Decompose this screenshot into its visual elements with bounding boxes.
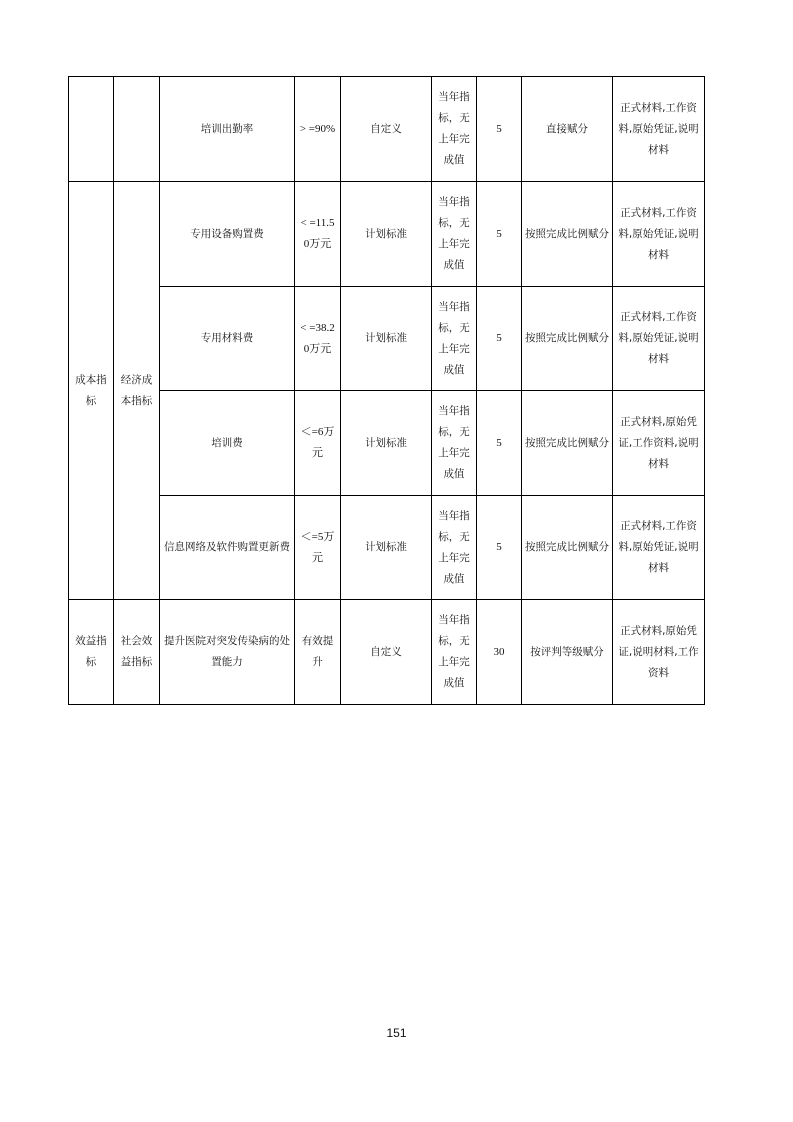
scoring-cell: 按照完成比例赋分 xyxy=(522,182,613,287)
indicator-cell: 培训出勤率 xyxy=(160,77,295,182)
table-row xyxy=(69,77,705,182)
value-cell: ＜=5万元 xyxy=(295,496,341,600)
weight-cell: 5 xyxy=(477,391,522,496)
scoring-cell: 按照完成比例赋分 xyxy=(522,496,613,600)
materials-cell: 正式材料,原始凭证,说明材料,工作资料 xyxy=(613,600,705,705)
performance-indicator-table xyxy=(68,76,705,705)
weight-cell: 5 xyxy=(477,77,522,182)
level1-cell xyxy=(69,77,114,182)
standard-cell: 计划标准 xyxy=(341,182,432,287)
level1-cell: 成本指标 xyxy=(69,182,114,600)
indicator-cell: 提升医院对突发传染病的处置能力 xyxy=(160,600,295,705)
table-row xyxy=(69,391,705,496)
standard-cell: 自定义 xyxy=(341,600,432,705)
weight-cell: 5 xyxy=(477,182,522,287)
value-cell: > =90% xyxy=(295,77,341,182)
value-cell: ＜=6万元 xyxy=(295,391,341,496)
scoring-cell: 按照完成比例赋分 xyxy=(522,287,613,391)
table-row xyxy=(69,600,705,705)
basis-cell: 当年指标，无上年完成值 xyxy=(432,182,477,287)
level2-cell: 经济成本指标 xyxy=(114,182,160,600)
standard-cell: 计划标准 xyxy=(341,287,432,391)
basis-cell: 当年指标，无上年完成值 xyxy=(432,391,477,496)
materials-cell: 正式材料,工作资料,原始凭证,说明材料 xyxy=(613,77,705,182)
scoring-cell: 直接赋分 xyxy=(522,77,613,182)
level2-cell: 社会效益指标 xyxy=(114,600,160,705)
standard-cell: 计划标准 xyxy=(341,391,432,496)
scoring-cell: 按照完成比例赋分 xyxy=(522,391,613,496)
basis-cell: 当年指标，无上年完成值 xyxy=(432,496,477,600)
materials-cell: 正式材料,工作资料,原始凭证,说明材料 xyxy=(613,496,705,600)
level2-cell xyxy=(114,77,160,182)
weight-cell: 5 xyxy=(477,287,522,391)
standard-cell: 自定义 xyxy=(341,77,432,182)
table-row xyxy=(69,496,705,600)
indicator-cell: 专用设备购置费 xyxy=(160,182,295,287)
indicator-cell: 专用材料费 xyxy=(160,287,295,391)
materials-cell: 正式材料,工作资料,原始凭证,说明材料 xyxy=(613,287,705,391)
indicator-cell: 培训费 xyxy=(160,391,295,496)
indicator-cell: 信息网络及软件购置更新费 xyxy=(160,496,295,600)
materials-cell: 正式材料,原始凭证,工作资料,说明材料 xyxy=(613,391,705,496)
level1-cell: 效益指标 xyxy=(69,600,114,705)
basis-cell: 当年指标，无上年完成值 xyxy=(432,600,477,705)
value-cell: < =11.50万元 xyxy=(295,182,341,287)
standard-cell: 计划标准 xyxy=(341,496,432,600)
value-cell: < =38.20万元 xyxy=(295,287,341,391)
table-row xyxy=(69,287,705,391)
basis-cell: 当年指标，无上年完成值 xyxy=(432,287,477,391)
value-cell: 有效提升 xyxy=(295,600,341,705)
table-row xyxy=(69,182,705,287)
weight-cell: 5 xyxy=(477,496,522,600)
materials-cell: 正式材料,工作资料,原始凭证,说明材料 xyxy=(613,182,705,287)
page-number: 151 xyxy=(386,1026,407,1040)
scoring-cell: 按评判等级赋分 xyxy=(522,600,613,705)
basis-cell: 当年指标，无上年完成值 xyxy=(432,77,477,182)
weight-cell: 30 xyxy=(477,600,522,705)
